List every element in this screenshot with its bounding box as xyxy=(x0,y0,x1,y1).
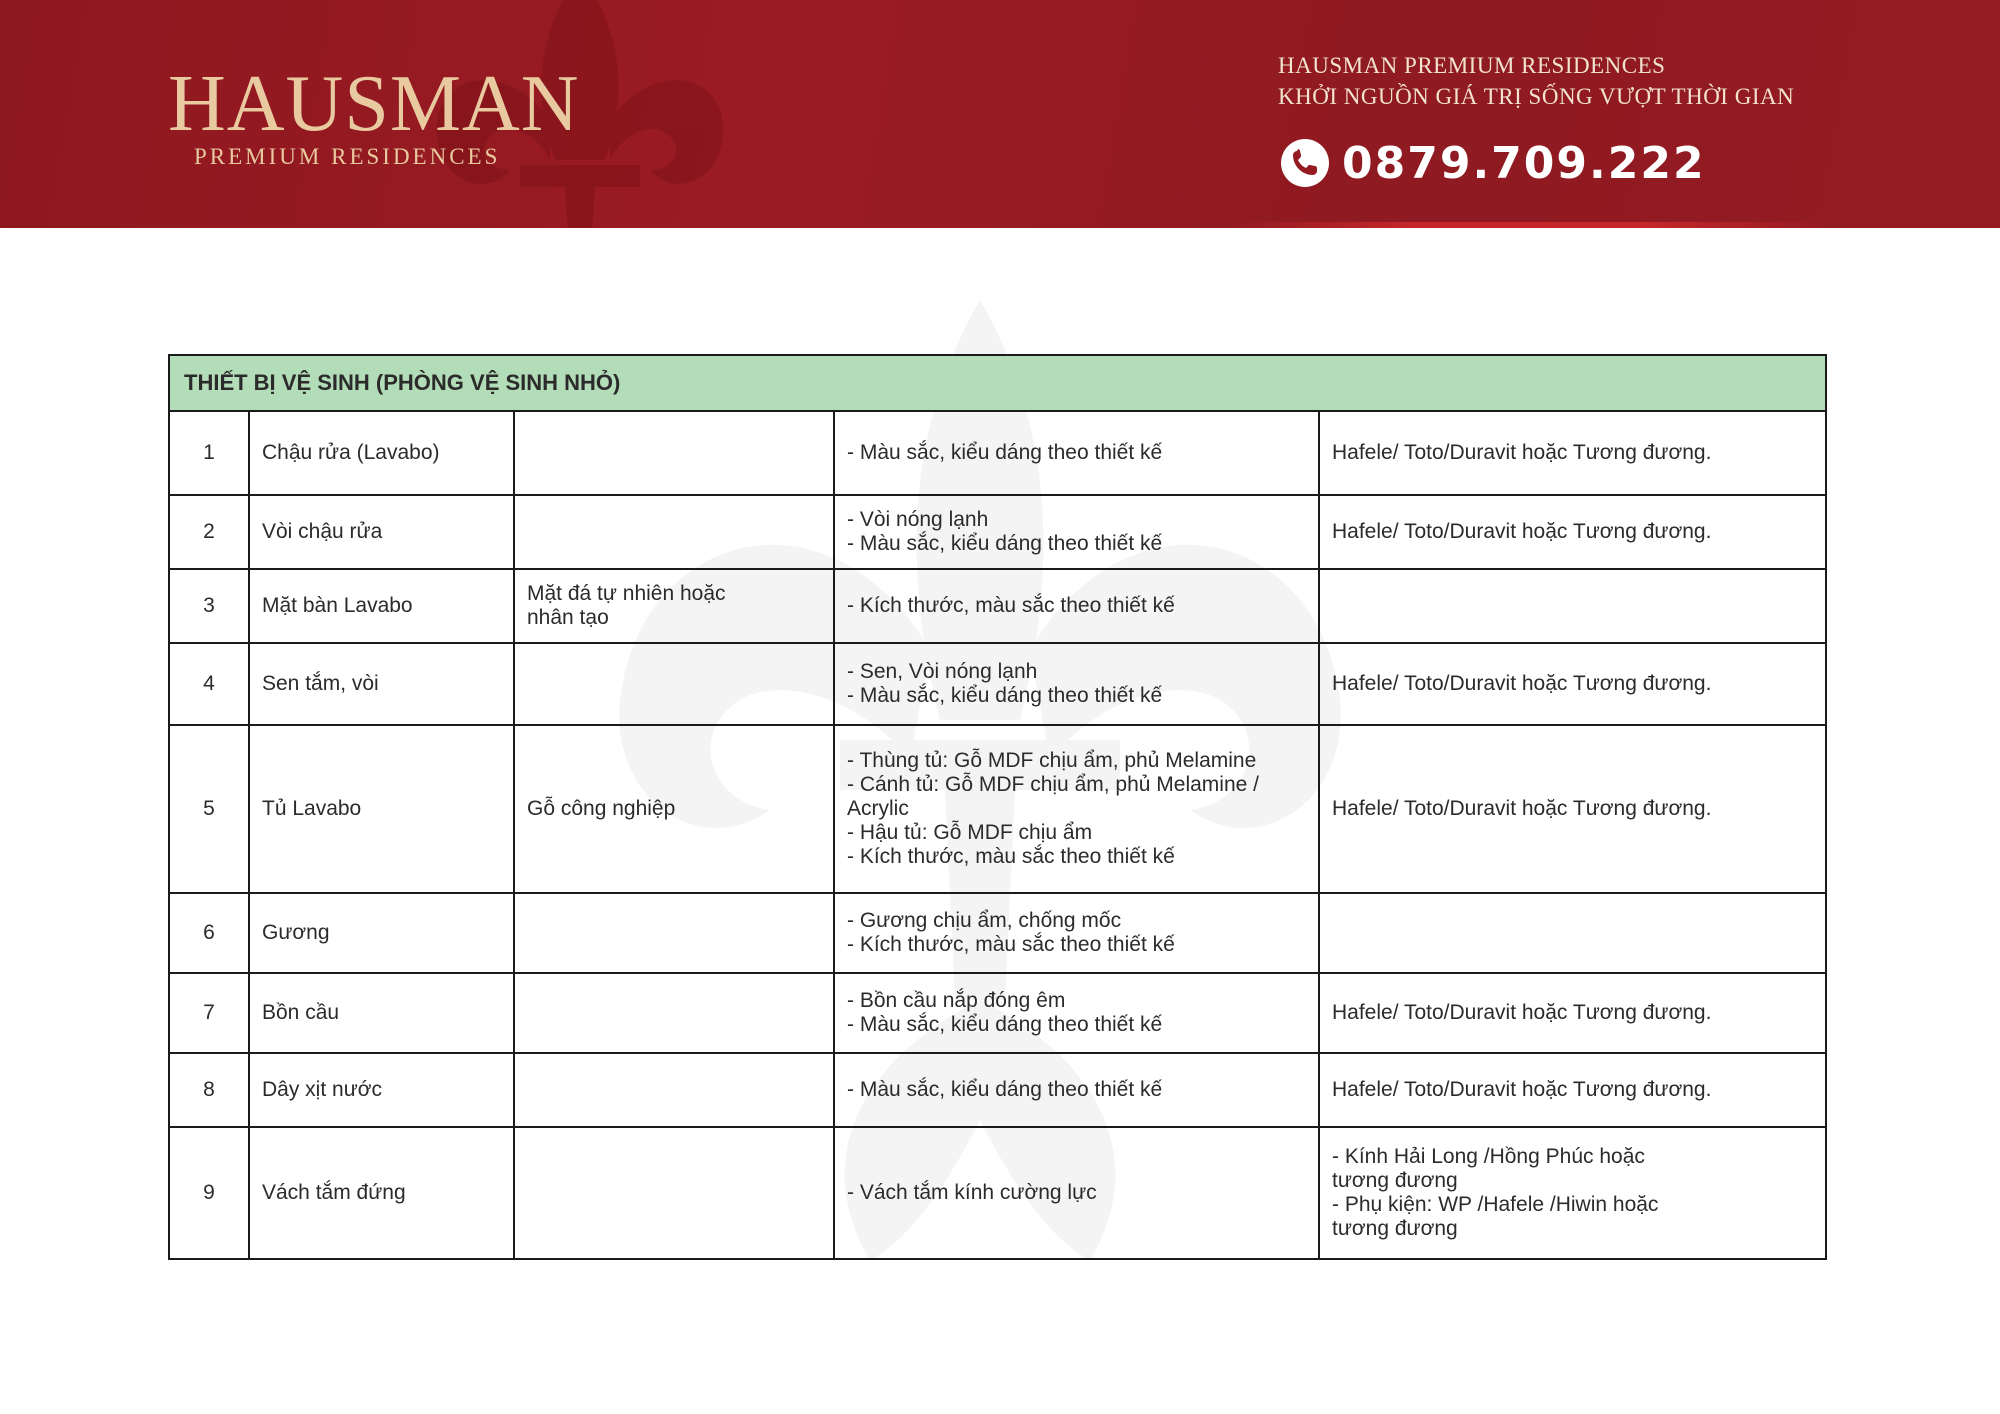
spec-line: - Kích thước, màu sắc theo thiết kế xyxy=(847,933,1175,956)
spec-line: - Vách tắm kính cường lực xyxy=(847,1181,1097,1204)
row-number-cell: 4 xyxy=(169,643,249,725)
spec-line: - Màu sắc, kiểu dáng theo thiết kế xyxy=(847,1013,1163,1036)
tagline-line-2: KHỞI NGUỒN GIÁ TRỊ SỐNG VƯỢT THỜI GIAN xyxy=(1278,84,1795,109)
hausman-logo[interactable] xyxy=(168,60,580,174)
brand-line: - Kính Hải Long /Hồng Phúc hoặc xyxy=(1332,1145,1645,1168)
spec-cell xyxy=(834,569,1319,643)
brand-cell xyxy=(1319,725,1826,893)
spec-cell xyxy=(834,411,1319,495)
item-name-cell: Sen tắm, vòi xyxy=(249,643,514,725)
row-number-cell: 8 xyxy=(169,1053,249,1127)
item-name-cell: Gương xyxy=(249,893,514,973)
brand-line: Hafele/ Toto/Duravit hoặc Tương đương. xyxy=(1332,441,1712,464)
phone-icon xyxy=(1280,138,1330,188)
brand-line: Hafele/ Toto/Duravit hoặc Tương đương. xyxy=(1332,1078,1712,1101)
brand-cell xyxy=(1319,643,1826,725)
brand-cell xyxy=(1319,1127,1826,1259)
spec-line: - Thùng tủ: Gỗ MDF chịu ẩm, phủ Melamine xyxy=(847,749,1257,772)
brand-cell xyxy=(1319,495,1826,569)
spec-cell xyxy=(834,725,1319,893)
table-row xyxy=(169,569,1826,643)
brand-cell xyxy=(1319,411,1826,495)
logo-text: HAUSMAN xyxy=(168,60,580,148)
material-line: Mặt đá tự nhiên hoặc xyxy=(527,582,726,605)
item-name-cell: Vòi chậu rửa xyxy=(249,495,514,569)
table-row xyxy=(169,411,1826,495)
brand-line: Hafele/ Toto/Duravit hoặc Tương đương. xyxy=(1332,1001,1712,1024)
spec-line: - Vòi nóng lạnh xyxy=(847,508,989,531)
table-row xyxy=(169,1127,1826,1259)
spec-cell xyxy=(834,643,1319,725)
material-cell xyxy=(514,411,834,495)
phone-number: 0879.709.222 xyxy=(1342,137,1706,189)
spec-line: - Màu sắc, kiểu dáng theo thiết kế xyxy=(847,441,1163,464)
spec-cell xyxy=(834,1053,1319,1127)
item-name-cell: Vách tắm đứng xyxy=(249,1127,514,1259)
bathroom-equipment-table xyxy=(168,354,1827,1260)
material-line: Gỗ công nghiệp xyxy=(527,797,676,820)
item-name-cell: Chậu rửa (Lavabo) xyxy=(249,411,514,495)
row-number-cell: 5 xyxy=(169,725,249,893)
brand-line: tương đương xyxy=(1332,1169,1458,1192)
material-line: nhân tạo xyxy=(527,606,609,629)
page-header xyxy=(0,0,2000,228)
spec-line: - Màu sắc, kiểu dáng theo thiết kế xyxy=(847,532,1163,555)
spec-line: - Gương chịu ẩm, chống mốc xyxy=(847,909,1122,932)
brand-cell xyxy=(1319,973,1826,1053)
spec-cell xyxy=(834,893,1319,973)
spec-line: - Kích thước, màu sắc theo thiết kế xyxy=(847,845,1175,868)
phone-contact[interactable] xyxy=(1280,135,1706,191)
spec-cell xyxy=(834,1127,1319,1259)
table-body xyxy=(169,355,1826,1259)
brand-cell xyxy=(1319,893,1826,973)
row-number-cell: 9 xyxy=(169,1127,249,1259)
item-name-cell: Tủ Lavabo xyxy=(249,725,514,893)
material-cell xyxy=(514,495,834,569)
section-header-row xyxy=(169,355,1826,411)
tagline-line-1: HAUSMAN PREMIUM RESIDENCES xyxy=(1278,53,1666,78)
spec-line: - Kích thước, màu sắc theo thiết kế xyxy=(847,594,1175,617)
spec-line: - Sen, Vòi nóng lạnh xyxy=(847,660,1038,683)
spec-line: - Màu sắc, kiểu dáng theo thiết kế xyxy=(847,1078,1163,1101)
material-cell xyxy=(514,1127,834,1259)
spec-line: Acrylic xyxy=(847,797,909,820)
row-number-cell: 6 xyxy=(169,893,249,973)
brand-line: tương đương xyxy=(1332,1217,1458,1240)
spec-line: - Hậu tủ: Gỗ MDF chịu ẩm xyxy=(847,821,1093,844)
brand-line: Hafele/ Toto/Duravit hoặc Tương đương. xyxy=(1332,797,1712,820)
spec-cell xyxy=(834,495,1319,569)
brand-line: - Phụ kiện: WP /Hafele /Hiwin hoặc xyxy=(1332,1193,1659,1216)
item-name-cell: Bồn cầu xyxy=(249,973,514,1053)
brand-cell xyxy=(1319,1053,1826,1127)
section-title: THIẾT BỊ VỆ SINH (PHÒNG VỆ SINH NHỎ) xyxy=(169,355,1826,411)
material-cell xyxy=(514,643,834,725)
material-cell xyxy=(514,1053,834,1127)
material-cell xyxy=(514,725,834,893)
spec-line: - Bồn cầu nắp đóng êm xyxy=(847,989,1066,1012)
material-cell xyxy=(514,973,834,1053)
spec-line: - Màu sắc, kiểu dáng theo thiết kế xyxy=(847,684,1163,707)
table-row xyxy=(169,643,1826,725)
row-number-cell: 7 xyxy=(169,973,249,1053)
header-divider xyxy=(1230,222,1830,228)
row-number-cell: 2 xyxy=(169,495,249,569)
brand-line: Hafele/ Toto/Duravit hoặc Tương đương. xyxy=(1332,520,1712,543)
row-number-cell: 3 xyxy=(169,569,249,643)
row-number-cell: 1 xyxy=(169,411,249,495)
brand-cell xyxy=(1319,569,1826,643)
table-row xyxy=(169,973,1826,1053)
spec-line: - Cánh tủ: Gỗ MDF chịu ẩm, phủ Melamine / xyxy=(847,773,1259,796)
header-tagline xyxy=(1278,50,1878,112)
item-name-cell: Mặt bàn Lavabo xyxy=(249,569,514,643)
table-row xyxy=(169,725,1826,893)
material-cell xyxy=(514,893,834,973)
table-row xyxy=(169,495,1826,569)
brand-line: Hafele/ Toto/Duravit hoặc Tương đương. xyxy=(1332,672,1712,695)
table-row xyxy=(169,893,1826,973)
item-name-cell: Dây xịt nước xyxy=(249,1053,514,1127)
logo-subtitle: PREMIUM RESIDENCES xyxy=(194,144,501,169)
table-row xyxy=(169,1053,1826,1127)
spec-cell xyxy=(834,973,1319,1053)
material-cell xyxy=(514,569,834,643)
